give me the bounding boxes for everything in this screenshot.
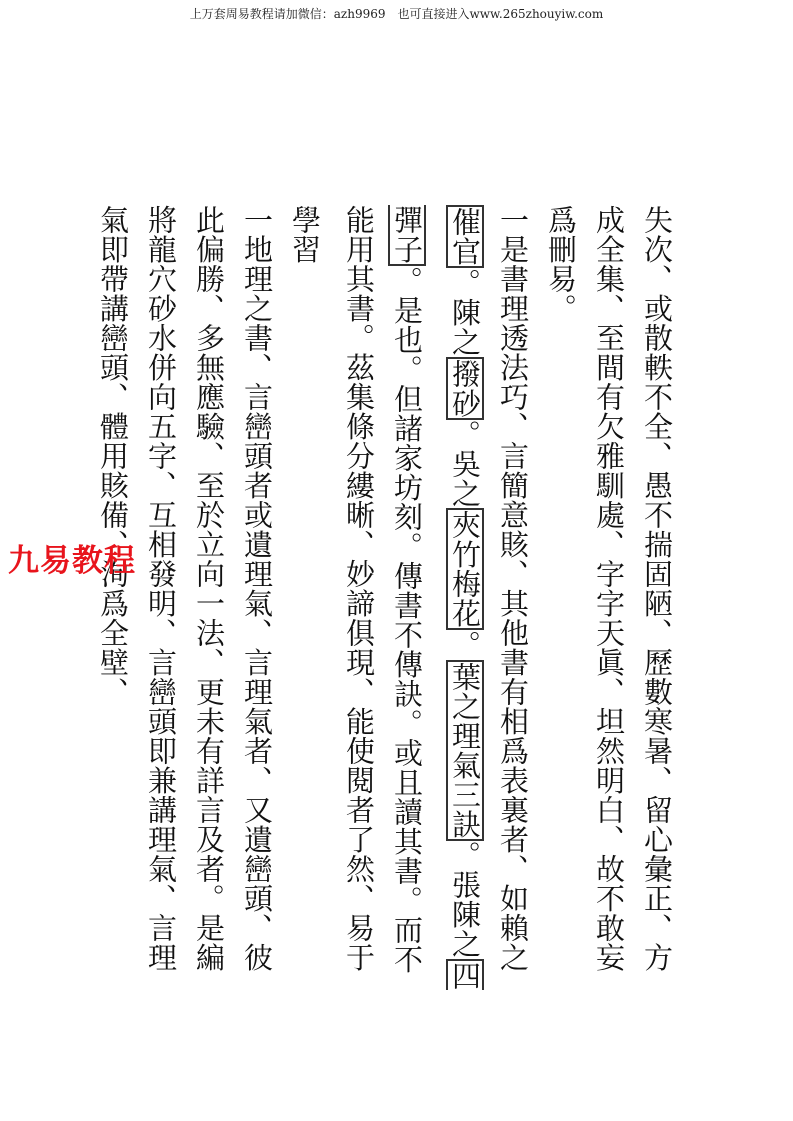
book-title-撥砂: 撥砂 [448, 358, 482, 418]
column-5-text-d: 。張陳之 [448, 840, 482, 959]
column-5-text-a: 。陳之 [448, 268, 482, 357]
column-6-text: 。是也。但諸家坊刻。傳書不傳訣。或且讀其書。而不 [390, 266, 424, 974]
text-column-3: 爲刪易。 [544, 205, 578, 323]
text-column-12: 氣即帶講巒頭、體用賅備、洵爲全壁、 [96, 205, 130, 707]
text-column-9: 一地理之書、言巒頭者或遺理氣、言理氣者、又遺巒頭、彼 [240, 205, 274, 972]
text-column-5 [443, 205, 487, 990]
watermark-logo: 九易教程 [8, 543, 136, 579]
book-title-夾竹梅花: 夾竹梅花 [448, 510, 482, 628]
book-title-催官: 催官 [448, 207, 482, 266]
text-column-7: 能用其書。茲集條分縷晰、妙諦俱現、能使閱者了然、易于 [342, 205, 376, 972]
text-column-11: 將龍穴砂水併向五字、互相發明、言巒頭即兼講理氣、言理 [144, 205, 178, 972]
text-column-2: 成全集、至間有欠雅馴處、字字天眞、坦然明白、故不敢妄 [592, 205, 626, 972]
book-title-四-start: 四 [448, 960, 482, 990]
page-header [0, 6, 793, 22]
book-title-葉之理氣三訣: 葉之理氣三訣 [448, 661, 482, 839]
book-title-彈子: 彈子 [390, 205, 424, 264]
text-column-10: 此偏勝、多無應驗、至於立向一法、更未有詳言及者。是編 [192, 205, 226, 972]
header-website-text: 也可直接进入www.265zhouyiw.com [397, 7, 604, 21]
column-5-text-b: 。吳之 [448, 419, 482, 508]
header-wechat-text: 上万套周易教程请加微信：azh9969 [189, 7, 386, 21]
text-column-6 [385, 205, 429, 974]
text-column-4: 一是書理透法巧、言簡意賅、其他書有相爲表裏者、如賴之 [496, 205, 530, 972]
column-5-text-c: 。 [448, 630, 482, 660]
text-column-8: 學習 [288, 205, 322, 264]
text-column-1: 失次、或散軼不全、愚不揣固陋、歷數寒暑、留心彙正、方 [640, 205, 674, 972]
